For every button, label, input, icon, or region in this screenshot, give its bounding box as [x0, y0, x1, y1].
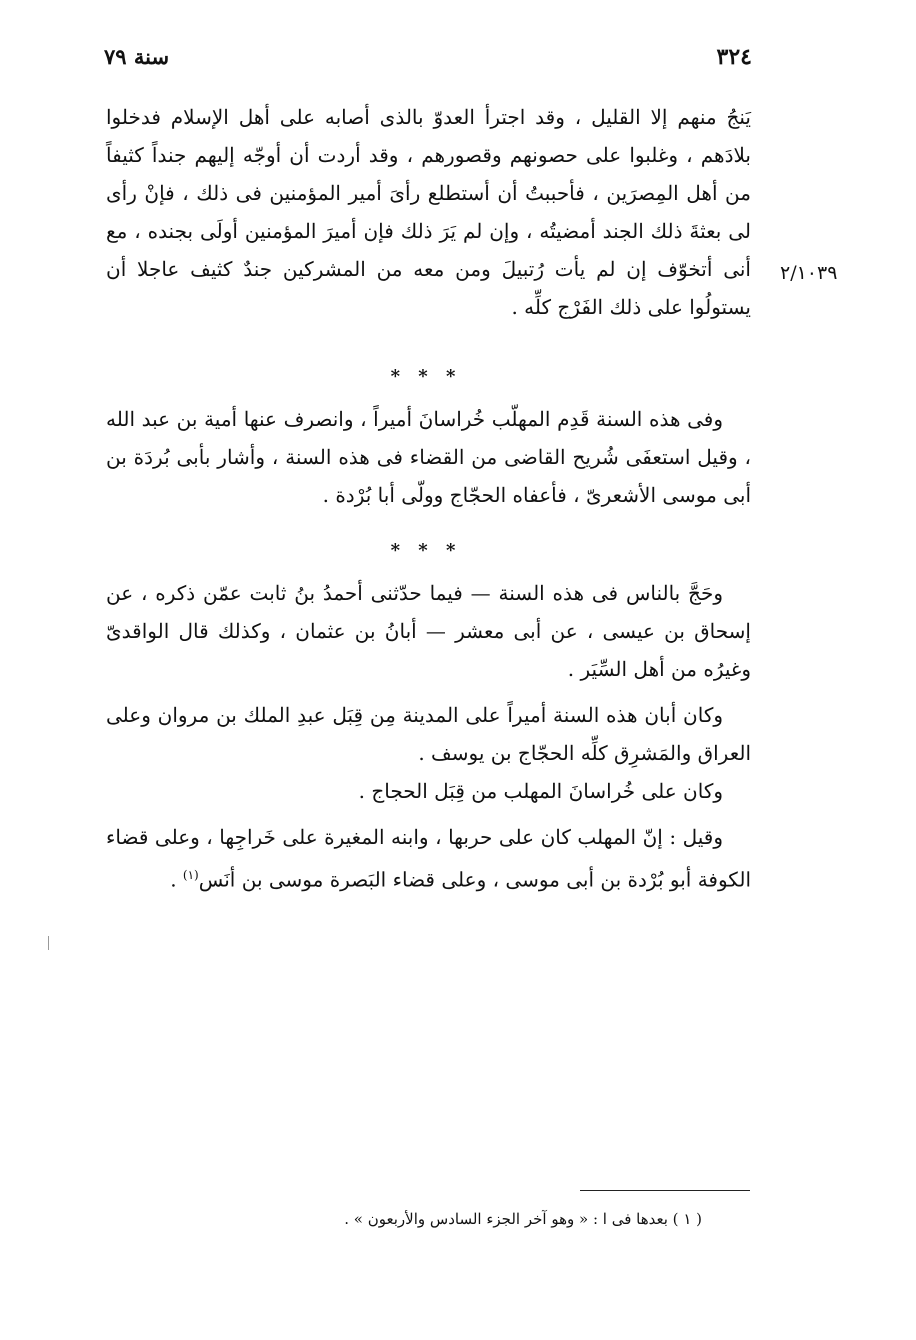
page-number: ٣٢٤	[716, 44, 752, 70]
paragraph: وفى هذه السنة قَدِم المهلّب خُراسانَ أميراً ، وانصرف عنها أمية بن عبد الله ، وقيل استعفَى شُريح القاضى من القضاء فى هذه السنة ، وأشار بأبى بُردَة بن أبى موسى الأشعرىّ ، فأعفاه الحجّاج وولّى أبا بُرْدة .	[106, 407, 751, 507]
footnote-marker[interactable]: (١)	[182, 868, 199, 882]
paragraph: وكان أبان هذه السنة أميراً على المدينة مِن قِبَل عبدِ الملك بن مروان وعلى العراق والمَشرِق كلِّه الحجّاج بن يوسف .	[106, 703, 751, 765]
paragraph: وحَجَّ بالناس فى هذه السنة — فيما حدّثنى أحمدُ بنُ ثابت عمّن ذكره ، عن إسحاق بن عيسى ، عن أبى معشر — أبانُ بن عثمان ، وكذلك قال الواقدىّ وغيرُه من أهل السِّيَر .	[106, 581, 751, 681]
paragraph: يَنجُ منهم إلا القليل ، وقد اجترأ العدوّ بالذى أصابه على أهل الإسلام فدخلوا بلادَهم ، وغلبوا على حصونهم وقصورهم ، وقد أردت أن أوجّه إليهم جنداً كثيفاً من أهل المِصرَين ، فأحببتُ أن أستطلع رأىَ أمير المؤمنين فى ذلك ، فإنْ رأى لى بعثةَ ذلك الجند أمضيتُه ، وإن لم يَرَ ذلك فإن أميرَ المؤمنين أولَى بجنده ، مع أنى أتخوّف إن لم يأت رُتبيلَ ومن معه من المشركين جندٌ كثيف عاجلا أن يستولُوا على ذلك الفَرْج كلِّه .	[106, 105, 751, 319]
section-1	[106, 98, 751, 326]
section-3	[106, 574, 751, 899]
paragraph-end: .	[170, 867, 183, 892]
paragraph-text: وقيل : إنّ المهلب كان على حربها ، وابنه المغيرة على خَراجِها ، وعلى قضاء الكوفة أبو بُرْدة بن أبى موسى ، وعلى قضاء البَصرة موسى بن أنَس	[106, 825, 751, 892]
scan-mark	[48, 936, 49, 950]
section-separator: * * *	[390, 540, 462, 561]
footnote-divider	[580, 1190, 750, 1191]
margin-reference: ٢/١٠٣٩	[780, 262, 838, 284]
section-2	[106, 400, 751, 514]
paragraph: وكان على خُراسانَ المهلب من قِبَل الحجاج .	[358, 779, 723, 803]
footnote: ( ١ ) بعدها فى ا : « وهو آخر الجزء السادس والأربعون » .	[344, 1210, 702, 1228]
running-header-year: سنة ٧٩	[104, 44, 170, 69]
section-separator: * * *	[390, 366, 462, 387]
paragraph	[106, 818, 751, 899]
